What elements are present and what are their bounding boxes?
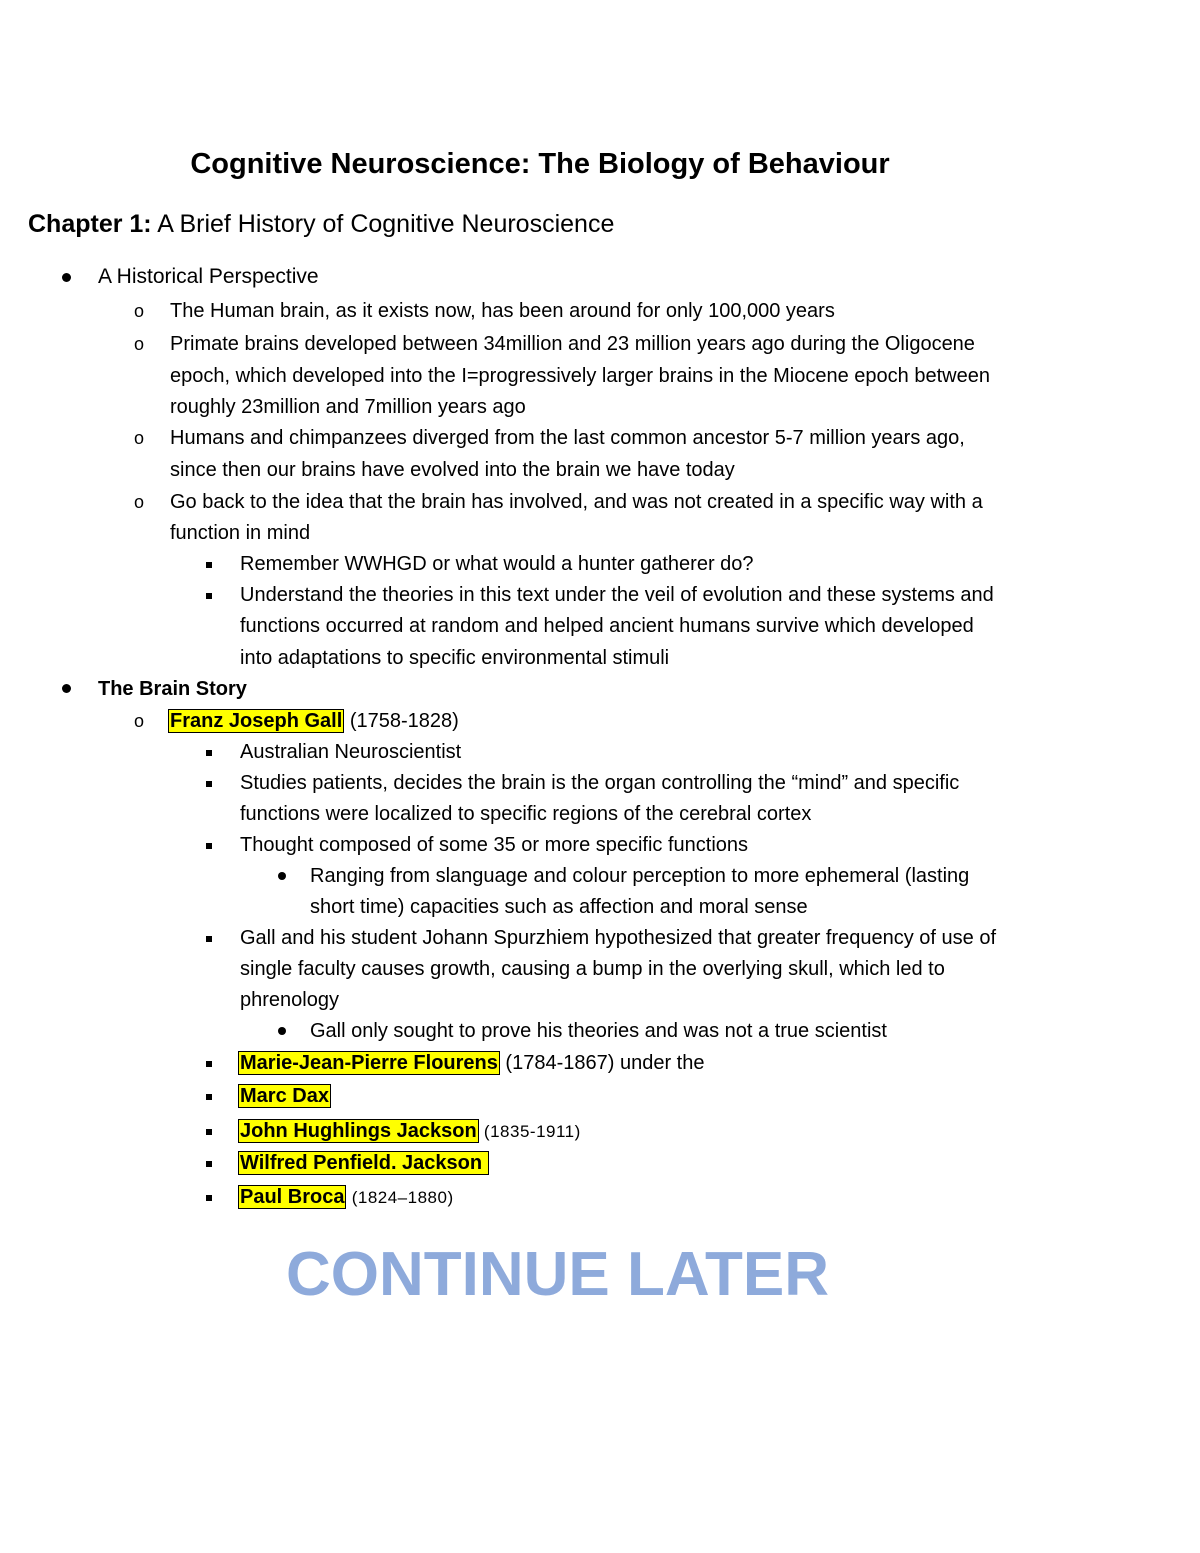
square-bullet-icon [206, 1061, 212, 1067]
list-subitem: Studies patients, decides the brain is the organ controlling the “mind” and specific [240, 772, 960, 794]
highlighted-name: John Hughlings Jackson [240, 1120, 477, 1142]
highlighted-name: Wilfred Penfield. Jackson [238, 1151, 489, 1175]
chapter-heading [28, 208, 614, 240]
highlighted-name: Franz Joseph Gall [170, 710, 343, 732]
list-item: Primate brains developed between 34million and 23 million years ago during the Oligocene [170, 333, 975, 355]
circle-bullet-icon: o [134, 334, 145, 354]
list-subitem: phrenology [240, 989, 339, 1011]
circle-bullet-icon: o [134, 492, 145, 512]
disc-bullet-icon [278, 872, 286, 880]
list-subitem: single faculty causes growth, causing a bump in the overlying skull, which led to [240, 958, 945, 980]
list-subitem: into adaptations to specific environmental stimuli [240, 647, 670, 669]
list-item: Go back to the idea that the brain has involved, and was not created in a specific way with a [170, 491, 983, 513]
person-dates: (1824–1880) [346, 1188, 454, 1207]
square-bullet-icon [206, 936, 212, 942]
circle-bullet-icon: o [134, 428, 145, 448]
list-subitem: functions occurred at random and helped ancient humans survive which developed [240, 615, 974, 637]
circle-bullet-icon: o [134, 711, 145, 731]
list-subitem: Thought composed of some 35 or more specific functions [240, 834, 749, 856]
person-entry [238, 1118, 581, 1145]
person-dates: (1835-1911) [478, 1122, 581, 1141]
person-entry-gall [168, 708, 459, 734]
person-entry [238, 1150, 489, 1176]
square-bullet-icon [206, 593, 212, 599]
list-subsubitem: short time) capacities such as affection and moral sense [310, 896, 808, 918]
square-bullet-icon [206, 1195, 212, 1201]
square-bullet-icon [206, 1129, 212, 1135]
square-bullet-icon [206, 1161, 212, 1167]
chapter-label: Chapter 1: [28, 210, 152, 238]
chapter-text: A Brief History of Cognitive Neuroscience [151, 210, 615, 238]
person-dates: (1784-1867) under the [499, 1052, 705, 1074]
list-item: since then our brains have evolved into the brain we have today [170, 459, 735, 481]
person-dates: (1758-1828) [344, 710, 459, 732]
continue-later-note: CONTINUE LATER [286, 1240, 830, 1309]
list-subitem: Understand the theories in this text under the veil of evolution and these systems and [240, 584, 994, 606]
list-subitem: Australian Neuroscientist [240, 741, 462, 763]
list-item: epoch, which developed into the I=progressively larger brains in the Miocene epoch between [170, 365, 990, 387]
person-entry [238, 1050, 704, 1076]
section-heading-historical: A Historical Perspective [98, 265, 319, 288]
list-item: roughly 23million and 7million years ago [170, 396, 526, 418]
list-subsubitem: Gall only sought to prove his theories and was not a true scientist [310, 1020, 887, 1042]
square-bullet-icon [206, 562, 212, 568]
section-heading-brain-story: The Brain Story [98, 678, 247, 700]
highlighted-name: Paul Broca [240, 1186, 345, 1208]
list-subitem: Remember WWHGD or what would a hunter gatherer do? [240, 553, 754, 575]
disc-bullet-icon [62, 273, 71, 282]
square-bullet-icon [206, 781, 212, 787]
disc-bullet-icon [278, 1027, 286, 1035]
square-bullet-icon [206, 1094, 212, 1100]
person-entry [238, 1083, 331, 1109]
highlighted-name: Marie-Jean-Pierre Flourens [240, 1052, 498, 1074]
document-title: Cognitive Neuroscience: The Biology of Behaviour [190, 148, 890, 180]
square-bullet-icon [206, 750, 212, 756]
list-item: Humans and chimpanzees diverged from the last common ancestor 5-7 million years ago, [170, 427, 965, 449]
list-subitem: Gall and his student Johann Spurzhiem hypothesized that greater frequency of use of [240, 927, 997, 949]
list-item: The Human brain, as it exists now, has been around for only 100,000 years [170, 300, 835, 322]
square-bullet-icon [206, 843, 212, 849]
circle-bullet-icon: o [134, 301, 145, 321]
person-entry [238, 1184, 454, 1211]
list-subsubitem: Ranging from slanguage and colour perception to more ephemeral (lasting [310, 865, 970, 887]
highlighted-name: Marc Dax [240, 1085, 329, 1107]
disc-bullet-icon [62, 684, 71, 693]
list-item: function in mind [170, 522, 311, 544]
list-subitem: functions were localized to specific regions of the cerebral cortex [240, 803, 812, 825]
